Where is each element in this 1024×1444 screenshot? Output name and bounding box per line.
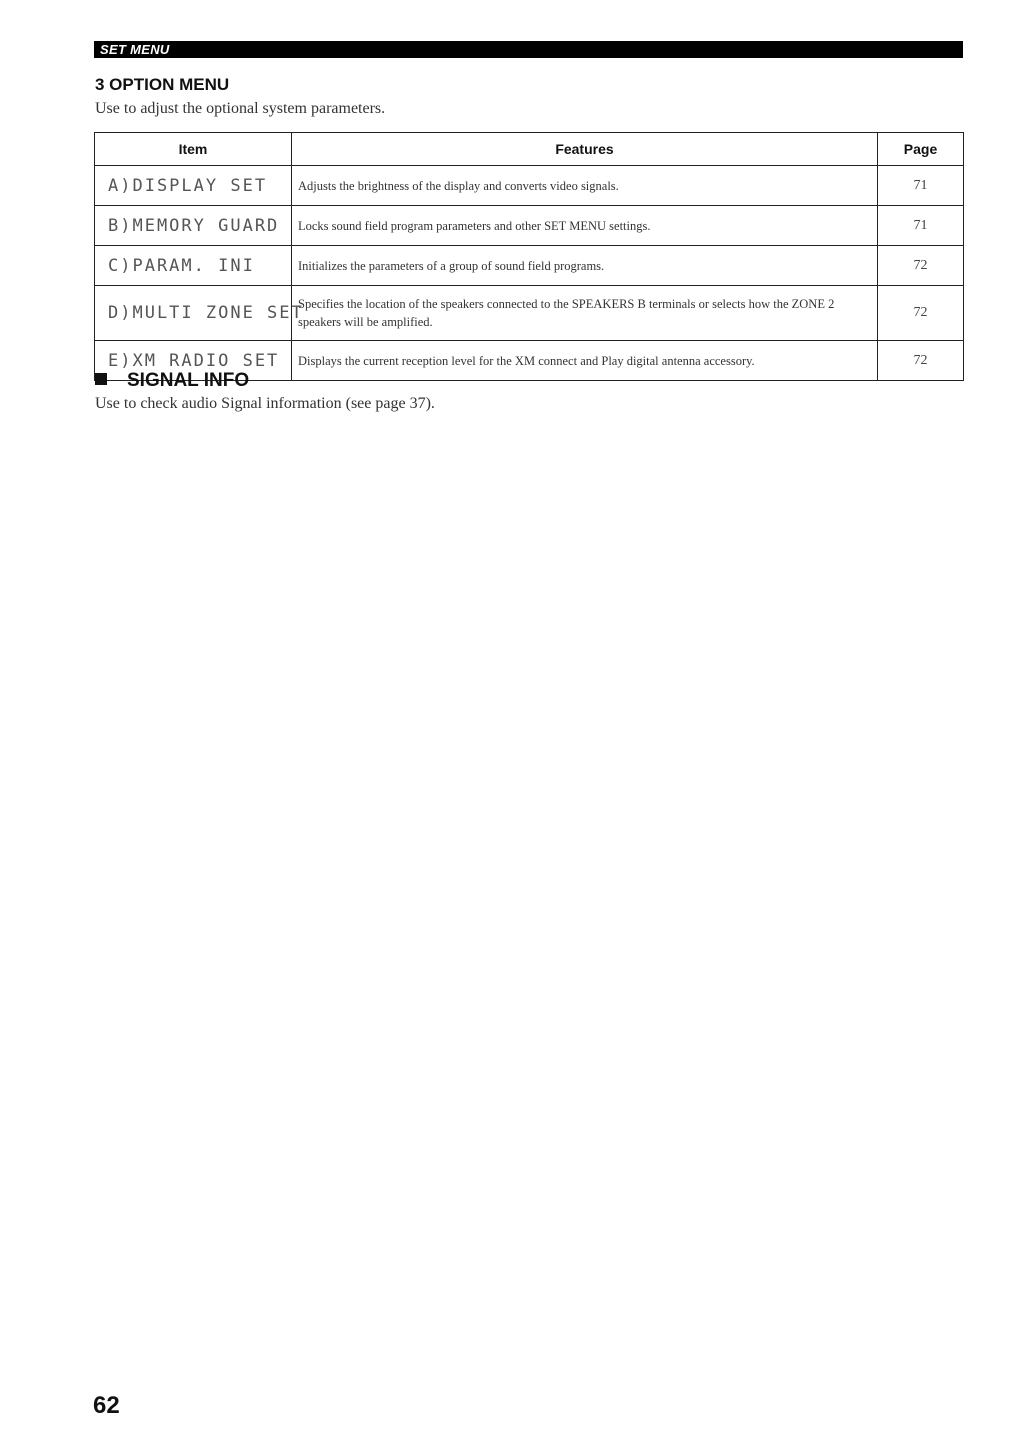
column-header-features: Features [292,133,878,166]
page-cell: 71 [878,206,964,246]
item-cell: A)DISPLAY SET [95,166,292,206]
item-cell: D)MULTI ZONE SET [95,286,292,341]
page-number: 62 [93,1392,120,1419]
table-row [95,286,964,341]
features-cell: Initializes the parameters of a group of sound field programs. [292,246,878,286]
column-header-page: Page [878,133,964,166]
page-cell: 71 [878,166,964,206]
table-row [95,166,964,206]
table-row [95,206,964,246]
item-cell: E)XM RADIO SET [95,341,292,381]
item-cell: B)MEMORY GUARD [95,206,292,246]
features-cell: Adjusts the brightness of the display and converts video signals. [292,166,878,206]
square-bullet-icon [95,373,107,385]
page-cell: 72 [878,286,964,341]
signal-info-heading [95,370,249,392]
signal-info-title: SIGNAL INFO [127,370,250,391]
features-cell: Displays the current reception level for the XM connect and Play digital antenna accessory. [292,341,878,381]
page-cell: 72 [878,341,964,381]
column-header-item: Item [95,133,292,166]
table-header-row [95,133,964,166]
table-row [95,246,964,286]
option-menu-table [94,132,964,381]
header-bar [94,41,963,58]
features-cell: Specifies the location of the speakers connected to the SPEAKERS B terminals or selects how the ZONE 2 speakers will be amplified. [292,286,878,341]
signal-info-text: Use to check audio Signal information (see page 37). [95,395,435,412]
page-cell: 72 [878,246,964,286]
section-title: 3 OPTION MENU [95,75,230,94]
features-cell: Locks sound field program parameters and other SET MENU settings. [292,206,878,246]
item-cell: C)PARAM. INI [95,246,292,286]
header-label: SET MENU [100,42,170,57]
section-intro: Use to adjust the optional system parameters. [95,100,386,117]
